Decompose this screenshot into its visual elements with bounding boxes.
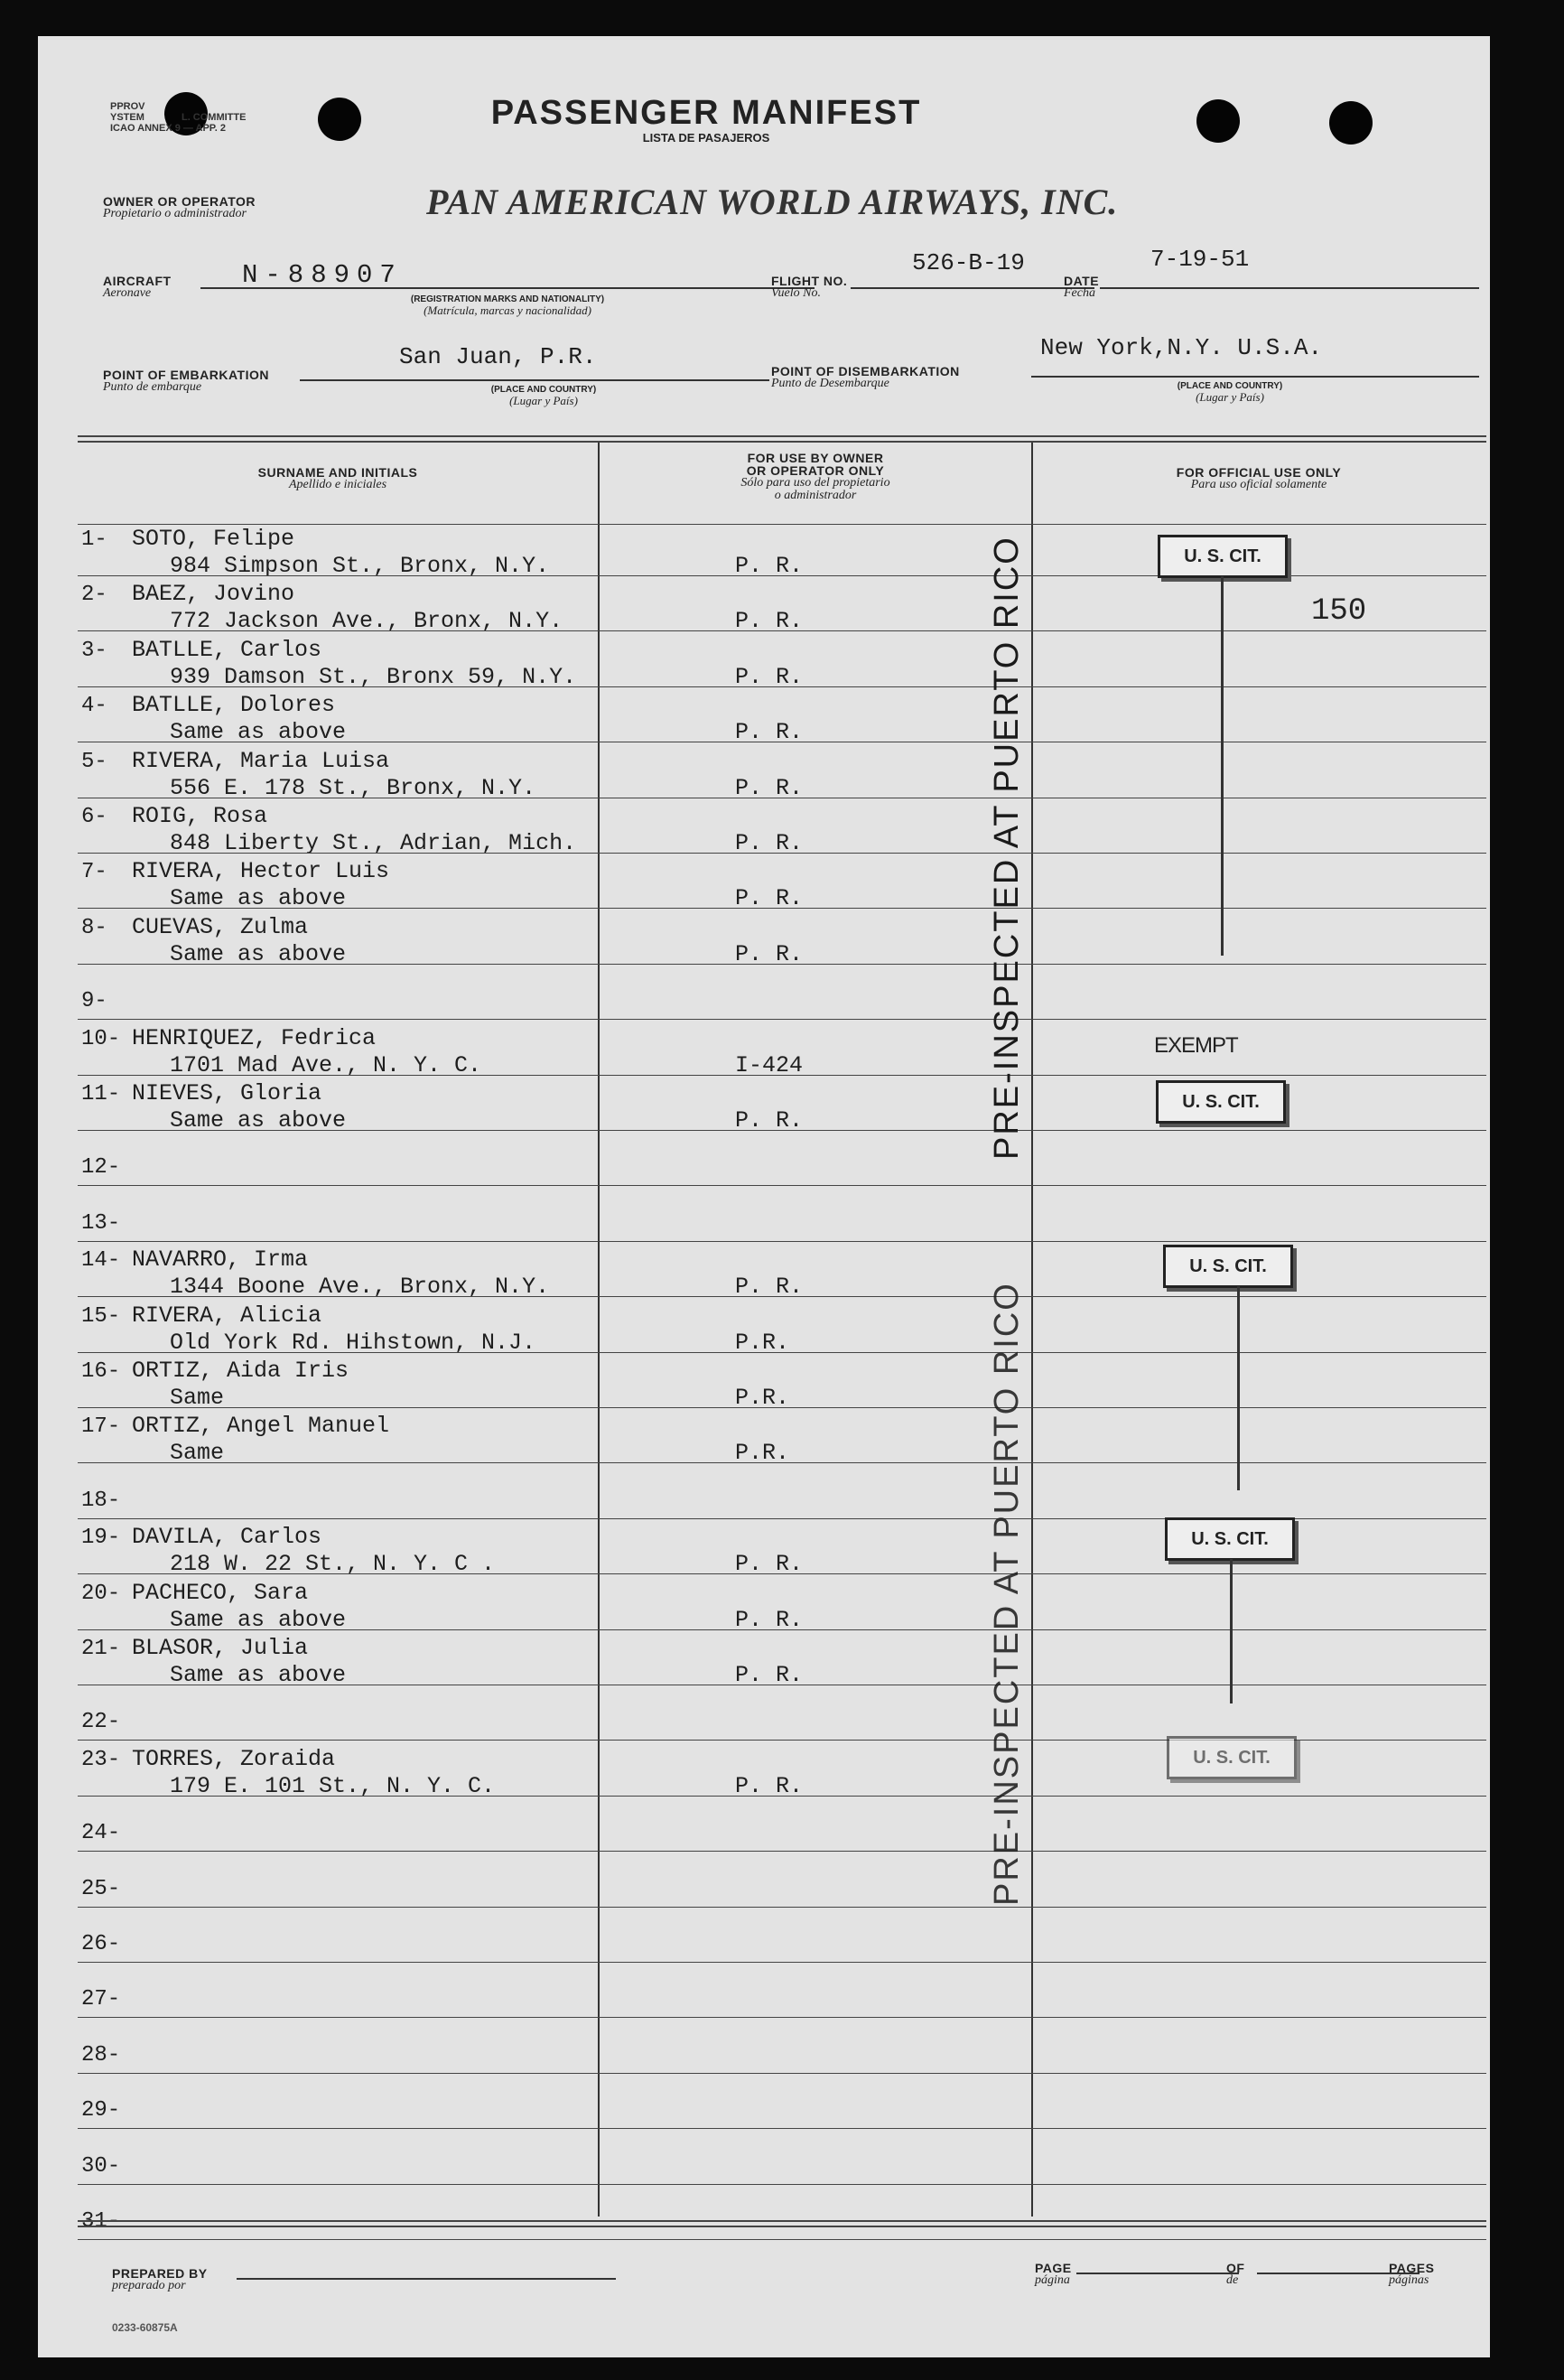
owner-use-value: P. R. xyxy=(735,774,804,801)
table-row xyxy=(81,2025,1481,2080)
disembark-place-caption xyxy=(1131,381,1329,404)
row-rule xyxy=(78,1796,1486,1797)
owner-use-value: P. R. xyxy=(735,940,804,967)
preinspected-stamp: PRE-INSPECTED AT PUERTO RICO xyxy=(988,536,1026,1160)
flight-label-sub: Vuelo No. xyxy=(771,286,821,300)
table-row xyxy=(81,860,1481,915)
table-row xyxy=(81,805,1481,860)
row-number: 2- xyxy=(81,583,107,608)
table-top-rule xyxy=(78,435,1486,437)
table-row xyxy=(81,1637,1481,1692)
table-row xyxy=(81,1803,1481,1858)
passenger-name: DAVILA, Carlos xyxy=(132,1524,322,1551)
prepared-underline xyxy=(237,2278,616,2280)
row-number: 11- xyxy=(81,1082,121,1106)
owner-use-value: P. R. xyxy=(735,1606,804,1633)
row-number: 17- xyxy=(81,1414,121,1440)
of-sub: de xyxy=(1226,2273,1239,2287)
table-row xyxy=(81,1193,1481,1248)
us-cit-stamp: U. S. CIT. xyxy=(1163,1245,1293,1288)
row-rule xyxy=(78,1075,1486,1076)
page-underline xyxy=(1076,2273,1239,2274)
row-number: 18- xyxy=(81,1488,121,1513)
row-number: 14- xyxy=(81,1248,121,1274)
page-label: PAGE xyxy=(1035,2261,1072,2275)
row-rule xyxy=(78,1185,1486,1186)
owner-use-value: P. R. xyxy=(735,663,804,690)
table-row xyxy=(81,2080,1481,2135)
date-label: DATE xyxy=(1064,274,1100,288)
row-rule xyxy=(78,964,1486,965)
table-row xyxy=(81,583,1481,638)
preinspected-stamp: PRE-INSPECTED AT PUERTO RICO xyxy=(988,1282,1026,1906)
col-header-names xyxy=(78,466,598,491)
row-number: 4- xyxy=(81,694,107,719)
embark-underline xyxy=(300,379,769,381)
row-number: 26- xyxy=(81,1932,121,1956)
passenger-name: ORTIZ, Angel Manuel xyxy=(132,1413,390,1440)
table-top-rule-2 xyxy=(78,441,1486,443)
row-number: 20- xyxy=(81,1581,121,1606)
row-rule xyxy=(78,2128,1486,2129)
embark-value: San Juan, P.R. xyxy=(399,343,597,370)
owner-use-value: P.R. xyxy=(735,1385,790,1411)
passenger-address: 984 Simpson St., Bronx, N.Y. xyxy=(170,553,550,579)
table-bottom-rule xyxy=(78,2220,1486,2222)
owner-use-value: P.R. xyxy=(735,1329,790,1356)
row-rule xyxy=(78,1352,1486,1353)
table-bottom-rule-2 xyxy=(78,2226,1486,2227)
embark-label: POINT OF EMBARKATION xyxy=(103,368,269,382)
row-number: 7- xyxy=(81,860,107,885)
form-number: 0233-60875A xyxy=(112,2321,178,2334)
passenger-address: Same xyxy=(170,1385,225,1411)
prepared-label: PREPARED BY xyxy=(112,2266,208,2281)
table-row xyxy=(81,747,1481,805)
us-cit-stamp: U. S. CIT. xyxy=(1165,1517,1295,1561)
flight-underline xyxy=(851,287,1094,289)
col-official-title: FOR OFFICIAL USE ONLY xyxy=(1176,465,1342,480)
col-owner-sub-1: Sólo para uso del propietario xyxy=(740,476,890,490)
row-number: 3- xyxy=(81,638,107,663)
passenger-name: ROIG, Rosa xyxy=(132,803,268,829)
table-row xyxy=(81,2136,1481,2191)
passenger-name: RIVERA, Maria Luisa xyxy=(132,747,390,774)
row-number: 13- xyxy=(81,1210,121,1236)
disembark-underline xyxy=(1031,376,1479,378)
table-row xyxy=(81,1414,1481,1470)
date-value: 7-19-51 xyxy=(1150,246,1250,273)
row-rule xyxy=(78,2184,1486,2185)
row-rule xyxy=(78,2017,1486,2018)
row-rule xyxy=(78,2239,1486,2240)
row-rule xyxy=(78,1296,1486,1297)
col-names-sub: Apellido e iniciales xyxy=(288,478,387,491)
col-owner-title-2: OR OPERATOR ONLY xyxy=(746,463,885,478)
row-number: 23- xyxy=(81,1747,121,1772)
passenger-address: 1701 Mad Ave., N. Y. C. xyxy=(170,1051,482,1078)
table-row xyxy=(81,2191,1481,2246)
owner-use-value: P. R. xyxy=(735,885,804,912)
passenger-address: Same as above xyxy=(170,1606,347,1633)
us-cit-stamp: U. S. CIT. xyxy=(1156,1080,1286,1124)
owner-use-value: P. R. xyxy=(735,1662,804,1688)
embark-label-sub: Punto de embarque xyxy=(103,380,202,394)
row-number: 10- xyxy=(81,1026,121,1051)
aircraft-underline xyxy=(200,287,815,289)
row-rule xyxy=(78,1629,1486,1630)
approval-line-2: YSTEM xyxy=(110,112,144,123)
owner-use-value: P. R. xyxy=(735,608,804,635)
owner-use-value: P. R. xyxy=(735,1772,804,1799)
aircraft-label-sub: Aeronave xyxy=(103,286,152,300)
owner-use-value: I-424 xyxy=(735,1051,804,1078)
owner-use-value: P. R. xyxy=(735,1274,804,1301)
disembark-label-block xyxy=(771,365,960,390)
passenger-address: 772 Jackson Ave., Bronx, N.Y. xyxy=(170,608,563,635)
passenger-name: TORRES, Zoraida xyxy=(132,1745,336,1772)
row-rule xyxy=(78,853,1486,854)
passenger-name: PACHECO, Sara xyxy=(132,1579,309,1606)
aircraft-label-block xyxy=(103,275,172,300)
passenger-name: BATLLE, Carlos xyxy=(132,636,322,663)
registration-caption-sub: (Matrícula, marcas y nacionalidad) xyxy=(424,303,591,317)
passenger-name: BATLLE, Dolores xyxy=(132,692,336,719)
owner-use-value: P.R. xyxy=(735,1440,790,1467)
row-number: 5- xyxy=(81,749,107,774)
us-cit-stamp: U. S. CIT. xyxy=(1167,1736,1297,1779)
stamp-bracket-line xyxy=(1230,1559,1233,1703)
passenger-name: NAVARRO, Irma xyxy=(132,1246,309,1274)
table-row xyxy=(81,694,1481,749)
owner-label-sub: Propietario o administrador xyxy=(103,207,247,220)
passenger-address: Same as above xyxy=(170,940,347,967)
disembark-label-sub: Punto de Desembarque xyxy=(771,377,889,390)
passenger-name: BAEZ, Jovino xyxy=(132,581,295,608)
disembark-place-caption-sub: (Lugar y País) xyxy=(1196,390,1264,404)
col-header-owner xyxy=(600,452,1031,502)
passenger-name: HENRIQUEZ, Fedrica xyxy=(132,1024,377,1051)
stamp-bracket-line xyxy=(1221,576,1224,956)
header-rule xyxy=(78,524,1486,525)
table-row xyxy=(81,1914,1481,1969)
row-rule xyxy=(78,1130,1486,1131)
disembark-place-caption-text: (PLACE AND COUNTRY) xyxy=(1177,381,1283,391)
passenger-name: CUEVAS, Zulma xyxy=(132,913,309,940)
punch-hole xyxy=(1196,99,1240,143)
stamp-bracket-line xyxy=(1237,1286,1240,1490)
passenger-address: 556 E. 178 St., Bronx, N.Y. xyxy=(170,774,536,801)
passenger-name: SOTO, Felipe xyxy=(132,526,295,552)
embark-place-caption-sub: (Lugar y País) xyxy=(509,394,578,407)
page-subtitle: LISTA DE PASAJEROS xyxy=(642,131,770,145)
table-row xyxy=(81,1024,1481,1082)
row-rule xyxy=(78,686,1486,687)
row-rule xyxy=(78,1241,1486,1242)
pages-sub: páginas xyxy=(1389,2273,1429,2287)
approval-line-3: L. COMMITTE xyxy=(181,112,247,123)
us-cit-stamp: U. S. CIT. xyxy=(1158,535,1288,578)
punch-hole xyxy=(1329,101,1373,145)
page-title: PASSENGER MANIFEST xyxy=(490,94,922,132)
disembark-label: POINT OF DISEMBARKATION xyxy=(771,364,960,378)
flight-label: FLIGHT NO. xyxy=(771,274,848,288)
approval-line-1: PPROV xyxy=(110,101,145,112)
passenger-address: 939 Damson St., Bronx 59, N.Y. xyxy=(170,663,577,690)
col-owner-title-1: FOR USE BY OWNER xyxy=(747,451,884,465)
passenger-address: Same as above xyxy=(170,1662,347,1688)
passenger-address: 179 E. 101 St., N. Y. C. xyxy=(170,1772,496,1799)
row-number: 6- xyxy=(81,805,107,829)
punch-hole xyxy=(318,98,361,141)
col-header-official xyxy=(1033,466,1485,491)
flight-value: 526-B-19 xyxy=(912,249,1025,276)
row-rule xyxy=(78,1907,1486,1908)
row-rule xyxy=(78,1019,1486,1020)
disembark-value: New York,N.Y. U.S.A. xyxy=(1040,334,1323,361)
table-row xyxy=(81,636,1481,694)
row-number: 19- xyxy=(81,1526,121,1551)
passenger-name: BLASOR, Julia xyxy=(132,1635,309,1661)
passenger-address: Same as above xyxy=(170,719,347,746)
passenger-address: Same as above xyxy=(170,1107,347,1134)
row-number: 1- xyxy=(81,527,107,552)
owner-name: PAN AMERICAN WORLD AIRWAYS, INC. xyxy=(426,182,1119,222)
exempt-annotation: EXEMPT xyxy=(1154,1033,1238,1058)
owner-use-value: P. R. xyxy=(735,1107,804,1134)
passenger-address: 1344 Boone Ave., Bronx, N.Y. xyxy=(170,1274,550,1301)
table-row xyxy=(81,1579,1481,1637)
row-number: 30- xyxy=(81,2153,121,2179)
col-owner-sub-2: o administrador xyxy=(774,489,857,502)
passenger-name: RIVERA, Hector Luis xyxy=(132,858,390,885)
embark-place-caption-text: (PLACE AND COUNTRY) xyxy=(490,385,597,395)
prepared-by-block xyxy=(112,2267,208,2292)
aircraft-value: N-88907 xyxy=(242,260,403,290)
row-rule xyxy=(78,1962,1486,1963)
row-rule xyxy=(78,1407,1486,1408)
table-row xyxy=(81,1137,1481,1192)
row-number: 27- xyxy=(81,1987,121,2012)
of-label: OF xyxy=(1226,2261,1245,2275)
col-official-sub: Para uso oficial solamente xyxy=(1190,478,1327,491)
passenger-address: Same xyxy=(170,1440,225,1467)
row-number: 31- xyxy=(81,2209,121,2234)
embark-label-block xyxy=(103,369,269,394)
row-number: 28- xyxy=(81,2042,121,2067)
row-number: 21- xyxy=(81,1637,121,1661)
col-names-title: SURNAME AND INITIALS xyxy=(257,465,418,480)
passenger-address: Old York Rd. Hihstown, N.J. xyxy=(170,1329,536,1356)
owner-label: OWNER OR OPERATOR xyxy=(103,194,256,209)
row-number: 16- xyxy=(81,1359,121,1384)
of-block xyxy=(1226,2262,1244,2287)
date-label-sub: Fecha xyxy=(1064,286,1095,300)
count-annotation: 150 xyxy=(1311,594,1367,629)
table-row xyxy=(81,913,1481,971)
flight-label-block xyxy=(771,275,847,300)
row-rule xyxy=(78,2073,1486,2074)
passenger-address: 848 Liberty St., Adrian, Mich. xyxy=(170,830,577,856)
row-number: 9- xyxy=(81,989,107,1014)
aircraft-label: AIRCRAFT xyxy=(103,274,172,288)
passenger-address: 218 W. 22 St., N. Y. C . xyxy=(170,1551,496,1578)
title-block xyxy=(435,94,977,145)
table-row xyxy=(81,1969,1481,2024)
owner-use-value: P. R. xyxy=(735,553,804,579)
owner-use-value: P. R. xyxy=(735,830,804,856)
date-underline xyxy=(1100,287,1479,289)
registration-caption xyxy=(336,294,679,317)
pages-label: PAGES xyxy=(1389,2261,1435,2275)
owner-label-block xyxy=(103,195,256,220)
embark-place-caption xyxy=(444,385,643,407)
table-row xyxy=(81,1359,1481,1414)
table-row xyxy=(81,1304,1481,1359)
passenger-name: RIVERA, Alicia xyxy=(132,1302,322,1329)
manifest-sheet xyxy=(38,36,1490,2357)
passenger-name: ORTIZ, Aida Iris xyxy=(132,1358,349,1384)
row-number: 29- xyxy=(81,2098,121,2123)
row-number: 24- xyxy=(81,1821,121,1846)
row-number: 15- xyxy=(81,1303,121,1329)
row-number: 22- xyxy=(81,1710,121,1735)
table-row xyxy=(81,971,1481,1026)
prepared-sub: preparado por xyxy=(112,2279,186,2292)
date-label-block xyxy=(1064,275,1099,300)
row-rule xyxy=(78,908,1486,909)
registration-caption-text: (REGISTRATION MARKS AND NATIONALITY) xyxy=(410,294,605,304)
table-row xyxy=(81,1859,1481,1914)
approval-line-4: ICAO ANNEX 9 — APP. 2 xyxy=(110,123,226,134)
pages-block xyxy=(1389,2262,1434,2287)
row-number: 8- xyxy=(81,915,107,940)
approval-block xyxy=(110,101,246,134)
passenger-address: Same as above xyxy=(170,885,347,912)
row-rule xyxy=(78,1851,1486,1852)
page-sub: página xyxy=(1035,2273,1070,2287)
row-rule xyxy=(78,630,1486,631)
row-rule xyxy=(78,1573,1486,1574)
owner-use-value: P. R. xyxy=(735,719,804,746)
page-block xyxy=(1035,2262,1072,2287)
row-rule xyxy=(78,1462,1486,1463)
row-number: 12- xyxy=(81,1155,121,1181)
row-number: 25- xyxy=(81,1876,121,1901)
owner-use-value: P. R. xyxy=(735,1551,804,1578)
passenger-name: NIEVES, Gloria xyxy=(132,1080,322,1106)
